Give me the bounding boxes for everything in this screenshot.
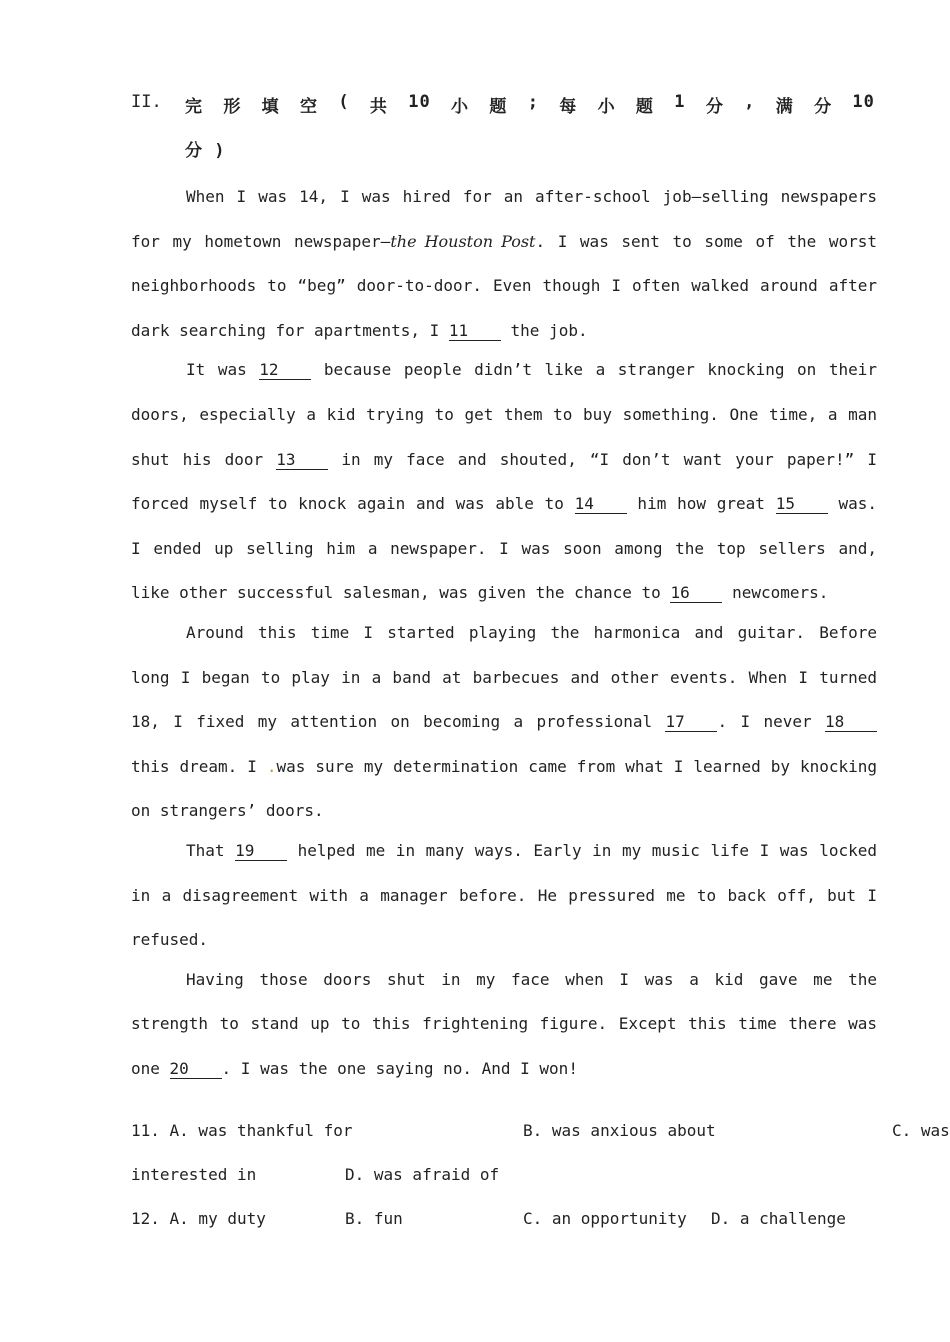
- stray-dot: .: [266, 756, 277, 776]
- text-run: the job.: [500, 320, 588, 340]
- text-run: helped me in many ways. Early in my music life I was locked in a disagreement with a manager before. He pressured me to back off, but I refused.: [131, 840, 878, 950]
- q11-option-a: 11. A. was thankful for: [131, 1121, 353, 1140]
- blank-16: 16: [670, 584, 722, 603]
- blank-11: 11: [449, 322, 501, 341]
- title-char: 题: [489, 97, 508, 117]
- blank-20: 20: [170, 1060, 222, 1079]
- blank-14: 14: [575, 495, 627, 514]
- question-11-row: [131, 1115, 950, 1159]
- blank-19: 19: [235, 842, 287, 861]
- q12-option-d: D. a challenge: [711, 1209, 846, 1228]
- title-char: 分: [705, 97, 724, 117]
- q12-option-b: B. fun: [345, 1209, 403, 1228]
- title-char: 小: [597, 97, 616, 117]
- paragraph-1: [131, 175, 877, 353]
- paragraph-3: [131, 611, 877, 834]
- title-char: 每: [559, 97, 578, 117]
- text-run: was sure my determination came from what I learned by knocking on strangers’ doors.: [131, 756, 877, 821]
- title-char: 小: [451, 97, 470, 117]
- text-run: him how great: [626, 494, 776, 514]
- section-number: II.: [131, 92, 162, 112]
- text-run: . I never: [717, 712, 826, 732]
- question-11-row-cont: [131, 1159, 950, 1203]
- text-run: . I was sent to some of the worst neighborhoods to “beg” door-to-door. Even though I often walked around after dark searching for apartments, I: [131, 231, 878, 340]
- text-run: That: [186, 840, 236, 860]
- text-run: Having those doors shut in my face when I was a kid gave me the strength to stand up to this frightening figure. Except this time there was one: [131, 969, 877, 1078]
- title-char: 1: [674, 92, 686, 112]
- blank-12: 12: [259, 361, 311, 380]
- text-run: in my face and shouted, “I don’t want your paper!” I forced myself to knock again and was able to: [131, 449, 878, 514]
- newspaper-title: the Houston Post: [390, 231, 536, 251]
- text-run: was. I ended up selling him a newspaper. I was soon among the top sellers and, like other successful salesman, was given the chance to: [131, 494, 877, 603]
- title-char: (: [338, 92, 350, 112]
- question-12-row: [131, 1203, 950, 1247]
- title-char: ;: [527, 92, 539, 112]
- text-run: When I was 14, I was hired for an after-school job—selling newspapers for my hometown newspaper—: [131, 187, 877, 251]
- title-char: 题: [635, 97, 654, 117]
- text-run: because people didn’t like a stranger knocking on their doors, especially a kid trying to get them to buy something. One time, a man shut his door: [131, 360, 878, 469]
- paragraph-2: [131, 348, 877, 616]
- text-run: this dream. I: [131, 756, 267, 776]
- q11-option-b: B. was anxious about: [523, 1121, 716, 1140]
- text-run: It was: [186, 360, 260, 380]
- q12-option-a: 12. A. my duty: [131, 1209, 266, 1228]
- text-run: newcomers.: [722, 583, 829, 603]
- paragraph-4: [131, 829, 877, 963]
- blank-17: 17: [665, 713, 717, 732]
- title-char: 10: [852, 92, 875, 112]
- title-char: 共: [369, 97, 388, 117]
- title-char: 形: [223, 97, 242, 117]
- q11-option-c-cont: interested in: [131, 1165, 257, 1184]
- passage: [131, 175, 877, 1091]
- title-char: 填: [261, 97, 280, 117]
- title-char: ,: [744, 92, 756, 112]
- answer-options: [131, 1115, 950, 1247]
- text-run: . I was the one saying no. And I won!: [221, 1058, 578, 1078]
- blank-15: 15: [776, 495, 828, 514]
- blank-13: 13: [276, 451, 328, 470]
- section-title-line1: [185, 92, 875, 117]
- title-char: 10: [408, 92, 431, 112]
- paragraph-5: [131, 958, 877, 1092]
- section-title-line2: 分 ): [185, 141, 226, 161]
- title-char: 满: [775, 97, 794, 117]
- section-heading: [131, 92, 875, 161]
- q12-option-c: C. an opportunity: [523, 1209, 687, 1228]
- text-run: Around this time I started playing the harmonica and guitar. Before long I began to play in a band at barbecues and other events. When I turned 18, I fixed my attention on becoming a professional: [131, 622, 877, 732]
- q11-option-d: D. was afraid of: [345, 1165, 500, 1184]
- blank-18: 18: [825, 713, 877, 732]
- title-char: 完: [185, 97, 203, 117]
- title-char: 分: [814, 97, 833, 117]
- q11-option-c: C. was: [892, 1121, 950, 1140]
- title-char: 空: [299, 97, 318, 117]
